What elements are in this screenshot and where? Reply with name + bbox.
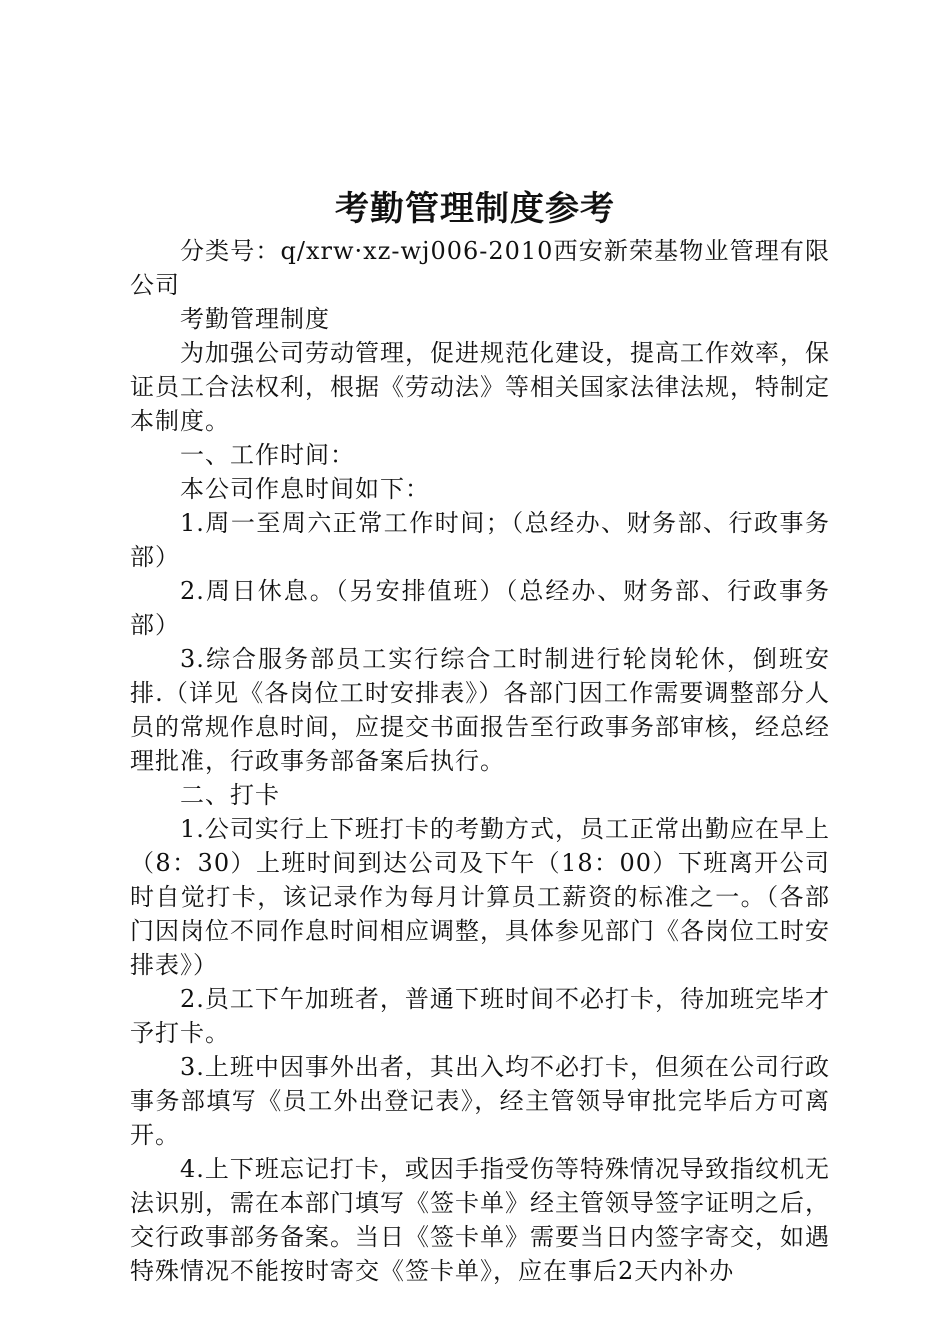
- section-heading-clock-in: 二、打卡: [180, 781, 280, 809]
- paragraph-intro: 为加强公司劳动管理，促进规范化建设，提高工作效率，保证员工合法权利，根据《劳动法》等相关国家法律法规，特制定本制度。: [130, 339, 830, 435]
- list-item-clock-1: 1.公司实行上下班打卡的考勤方式，员工正常出勤应在早上（8：30）上班时间到达公司及下午（18：00）下班离开公司时自觉打卡，该记录作为每月计算员工薪资的标准之一。（各部门因岗位不同作息时间相应调整，具体参见部门《各岗位工时安排表》）: [130, 815, 830, 979]
- list-item-work-2: 2.周日休息。（另安排值班）（总经办、财务部、行政事务部）: [130, 577, 830, 639]
- paragraph-subtitle: 考勤管理制度: [180, 305, 330, 333]
- list-item-clock-4: 4.上下班忘记打卡，或因手指受伤等特殊情况导致指纹机无法识别，需在本部门填写《签卡单》经主管领导签字证明之后，交行政事部务备案。当日《签卡单》需要当日内签字寄交，如遇特殊情况不能按时寄交《签卡单》，应在事后2天内补办: [130, 1155, 830, 1285]
- section-heading-work-time: 一、工作时间：: [180, 441, 355, 469]
- document-body: [130, 234, 830, 1288]
- list-item-work-3: 3.综合服务部员工实行综合工时制进行轮岗轮休，倒班安排.（详见《各岗位工时安排表》）各部门因工作需要调整部分人员的常规作息时间，应提交书面报告至行政事务部审核，经总经理批准，行政事务部备案后执行。: [130, 645, 830, 775]
- document-title: 考勤管理制度参考: [335, 189, 615, 229]
- list-item-clock-2: 2.员工下午加班者，普通下班时间不必打卡，待加班完毕才予打卡。: [130, 985, 830, 1047]
- list-item-work-1: 1.周一至周六正常工作时间；（总经办、财务部、行政事务部）: [130, 509, 830, 571]
- list-item-clock-3: 3.上班中因事外出者，其出入均不必打卡，但须在公司行政事务部填写《员工外出登记表》，经主管领导审批完毕后方可离开。: [130, 1053, 830, 1149]
- paragraph-classification: 分类号：q/xrw·xz-wj006-2010西安新荣基物业管理有限公司: [130, 237, 830, 299]
- paragraph-schedule-intro: 本公司作息时间如下：: [180, 475, 430, 503]
